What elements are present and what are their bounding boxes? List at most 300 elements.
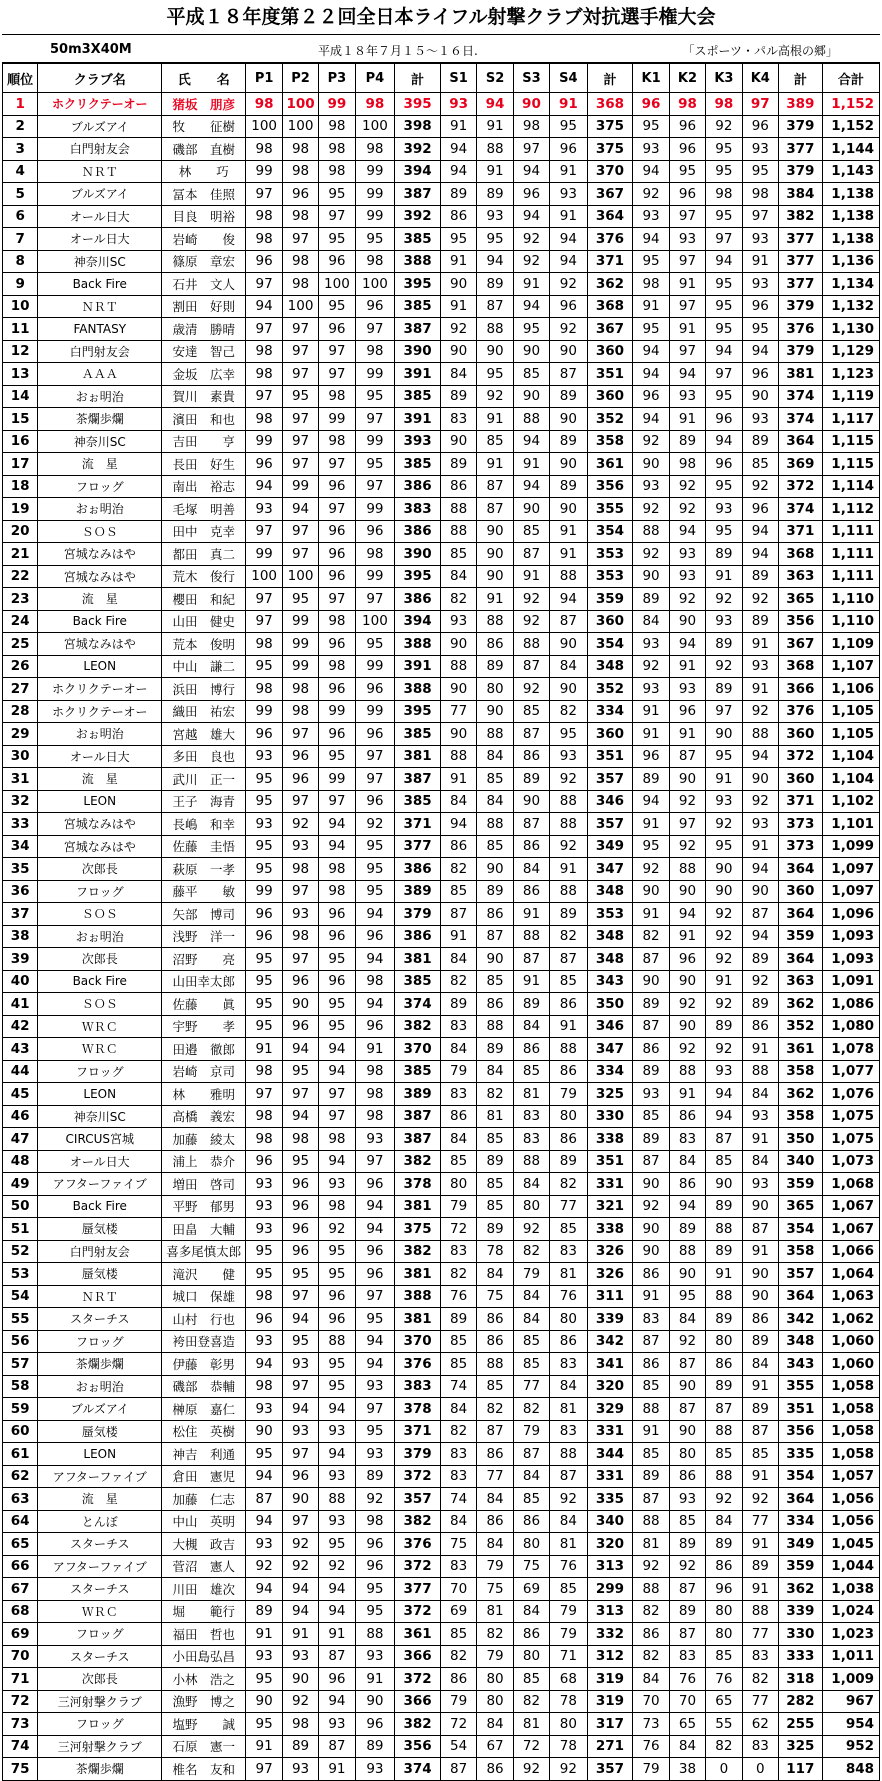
standing-total-cell: 348 — [587, 948, 633, 971]
p2-cell: 95 — [282, 588, 318, 611]
p4-cell: 99 — [355, 498, 395, 521]
s2-cell: 89 — [477, 1150, 513, 1173]
s3-cell: 92 — [513, 588, 549, 611]
club-cell: アフターファイブ — [38, 1555, 162, 1578]
name-cell: 賀川 素貴 — [162, 385, 246, 408]
standing-total-cell: 352 — [587, 408, 633, 431]
s4-cell: 91 — [550, 858, 587, 881]
s4-cell: 91 — [550, 205, 587, 228]
prone-total-cell: 374 — [395, 993, 441, 1016]
table-row — [3, 475, 880, 498]
p4-cell: 94 — [355, 1353, 395, 1376]
k1-cell: 70 — [633, 1690, 669, 1713]
k3-cell: 90 — [706, 880, 742, 903]
p1-cell: 96 — [246, 723, 282, 746]
k3-cell: 95 — [706, 475, 742, 498]
table-row — [3, 498, 880, 521]
p2-cell: 94 — [282, 1038, 318, 1061]
k4-cell: 88 — [742, 1600, 778, 1623]
rank-cell: 11 — [3, 318, 38, 341]
kneeling-total-cell: 330 — [778, 1623, 822, 1646]
k1-cell: 88 — [633, 1578, 669, 1601]
k4-cell: 91 — [742, 1375, 778, 1398]
s3-cell: 90 — [513, 790, 549, 813]
p4-cell: 97 — [355, 1285, 395, 1308]
grand-total-cell: 1,138 — [822, 205, 879, 228]
k4-cell: 96 — [742, 363, 778, 386]
s1-cell: 82 — [440, 1420, 476, 1443]
p1-cell: 97 — [246, 385, 282, 408]
s2-cell: 91 — [477, 588, 513, 611]
grand-total-cell: 1,067 — [822, 1195, 879, 1218]
kneeling-total-cell: 357 — [778, 1263, 822, 1286]
k2-cell: 98 — [669, 93, 705, 116]
grand-total-cell: 1,110 — [822, 610, 879, 633]
club-cell: 蜃気楼 — [38, 1218, 162, 1241]
k1-cell: 86 — [633, 1353, 669, 1376]
s2-cell: 85 — [477, 835, 513, 858]
p2-cell: 94 — [282, 1578, 318, 1601]
k1-cell: 98 — [633, 273, 669, 296]
k3-cell: 89 — [706, 1375, 742, 1398]
p3-cell: 96 — [319, 903, 355, 926]
kneeling-total-cell: 367 — [778, 633, 822, 656]
p2-cell: 96 — [282, 1173, 318, 1196]
table-row — [3, 1353, 880, 1376]
prone-total-cell: 379 — [395, 1443, 441, 1466]
p3-cell: 94 — [319, 1600, 355, 1623]
grand-total-cell: 1,044 — [822, 1555, 879, 1578]
k2-cell: 97 — [669, 205, 705, 228]
s4-cell: 88 — [550, 1038, 587, 1061]
rank-cell: 56 — [3, 1330, 38, 1353]
k2-cell: 87 — [669, 1578, 705, 1601]
kneeling-total-cell: 372 — [778, 475, 822, 498]
k2-cell: 90 — [669, 1015, 705, 1038]
p2-cell: 96 — [282, 1465, 318, 1488]
prone-total-cell: 391 — [395, 408, 441, 431]
name-cell: 金坂 広幸 — [162, 363, 246, 386]
k1-cell: 87 — [633, 948, 669, 971]
p1-cell: 100 — [246, 565, 282, 588]
p4-cell: 100 — [355, 273, 395, 296]
k1-cell: 92 — [633, 1195, 669, 1218]
grand-total-cell: 1,058 — [822, 1398, 879, 1421]
club-cell: おぉ明治 — [38, 723, 162, 746]
grand-total-cell: 1,101 — [822, 813, 879, 836]
p3-cell: 93 — [319, 1465, 355, 1488]
k2-cell: 89 — [669, 1218, 705, 1241]
grand-total-cell: 1,011 — [822, 1645, 879, 1668]
k4-cell: 94 — [742, 543, 778, 566]
k1-cell: 83 — [633, 1308, 669, 1331]
k2-cell: 90 — [669, 768, 705, 791]
standing-total-cell: 334 — [587, 1060, 633, 1083]
grand-total-cell: 1,096 — [822, 903, 879, 926]
s3-cell: 91 — [513, 903, 549, 926]
s1-cell: 95 — [440, 228, 476, 251]
p3-cell: 95 — [319, 993, 355, 1016]
s4-cell: 83 — [550, 1240, 587, 1263]
name-cell: 喜多尾慎太郎 — [162, 1240, 246, 1263]
k1-cell: 87 — [633, 1488, 669, 1511]
p2-cell: 98 — [282, 160, 318, 183]
k2-cell: 89 — [669, 430, 705, 453]
k2-cell: 92 — [669, 1330, 705, 1353]
s2-cell: 93 — [477, 205, 513, 228]
s1-cell: 87 — [440, 903, 476, 926]
p1-cell: 95 — [246, 858, 282, 881]
rank-cell: 36 — [3, 880, 38, 903]
table-row — [3, 1668, 880, 1691]
rank-cell: 69 — [3, 1623, 38, 1646]
table-row — [3, 318, 880, 341]
column-header: S3 — [513, 64, 549, 93]
p4-cell: 97 — [355, 475, 395, 498]
kneeling-total-cell: 349 — [778, 1533, 822, 1556]
rank-cell: 9 — [3, 273, 38, 296]
club-cell: 宮城なみはや — [38, 633, 162, 656]
k2-cell: 65 — [669, 1713, 705, 1736]
p4-cell: 100 — [355, 115, 395, 138]
s3-cell: 83 — [513, 1128, 549, 1151]
rank-cell: 31 — [3, 768, 38, 791]
p3-cell: 97 — [319, 363, 355, 386]
kneeling-total-cell: 372 — [778, 745, 822, 768]
s2-cell: 90 — [477, 700, 513, 723]
p1-cell: 99 — [246, 700, 282, 723]
header-row — [3, 64, 880, 93]
grand-total-cell: 1,132 — [822, 295, 879, 318]
name-cell: 平野 郁男 — [162, 1195, 246, 1218]
grand-total-cell: 1,111 — [822, 565, 879, 588]
kneeling-total-cell: 364 — [778, 858, 822, 881]
s4-cell: 90 — [550, 340, 587, 363]
name-cell: 川田 雄次 — [162, 1578, 246, 1601]
s4-cell: 87 — [550, 948, 587, 971]
club-cell: スターチス — [38, 1645, 162, 1668]
p2-cell: 93 — [282, 1645, 318, 1668]
grand-total-cell: 1,136 — [822, 250, 879, 273]
p2-cell: 100 — [282, 115, 318, 138]
s4-cell: 81 — [550, 1533, 587, 1556]
prone-total-cell: 386 — [395, 520, 441, 543]
p3-cell: 96 — [319, 970, 355, 993]
table-row — [3, 1690, 880, 1713]
name-cell: 滝沢 健 — [162, 1263, 246, 1286]
rank-cell: 8 — [3, 250, 38, 273]
k1-cell: 88 — [633, 1398, 669, 1421]
s3-cell: 85 — [513, 363, 549, 386]
k1-cell: 90 — [633, 565, 669, 588]
p1-cell: 94 — [246, 1578, 282, 1601]
k4-cell: 94 — [742, 340, 778, 363]
p2-cell: 98 — [282, 1713, 318, 1736]
k4-cell: 94 — [742, 520, 778, 543]
prone-total-cell: 381 — [395, 745, 441, 768]
club-cell: フロッグ — [38, 1330, 162, 1353]
rank-cell: 7 — [3, 228, 38, 251]
s4-cell: 88 — [550, 790, 587, 813]
standing-total-cell: 364 — [587, 205, 633, 228]
name-cell: 牧 征樹 — [162, 115, 246, 138]
s3-cell: 89 — [513, 768, 549, 791]
s1-cell: 74 — [440, 1488, 476, 1511]
k4-cell: 90 — [742, 768, 778, 791]
s3-cell: 82 — [513, 1690, 549, 1713]
table-row — [3, 183, 880, 206]
k2-cell: 89 — [669, 1600, 705, 1623]
s3-cell: 90 — [513, 498, 549, 521]
standing-total-cell: 331 — [587, 1173, 633, 1196]
prone-total-cell: 378 — [395, 1398, 441, 1421]
name-cell: 藤平 敏 — [162, 880, 246, 903]
k2-cell: 91 — [669, 408, 705, 431]
s4-cell: 89 — [550, 903, 587, 926]
kneeling-total-cell: 117 — [778, 1758, 822, 1781]
k1-cell: 96 — [633, 93, 669, 116]
p1-cell: 98 — [246, 408, 282, 431]
p4-cell: 97 — [355, 768, 395, 791]
k4-cell: 94 — [742, 858, 778, 881]
table-row — [3, 520, 880, 543]
k1-cell: 92 — [633, 498, 669, 521]
club-cell: ＷＲＣ — [38, 1600, 162, 1623]
s2-cell: 87 — [477, 1420, 513, 1443]
k4-cell: 96 — [742, 498, 778, 521]
k4-cell: 84 — [742, 1083, 778, 1106]
p1-cell: 98 — [246, 138, 282, 161]
s2-cell: 77 — [477, 1465, 513, 1488]
s3-cell: 80 — [513, 1533, 549, 1556]
name-cell: 都田 真二 — [162, 543, 246, 566]
p3-cell: 96 — [319, 543, 355, 566]
s4-cell: 76 — [550, 1555, 587, 1578]
grand-total-cell: 1,076 — [822, 1083, 879, 1106]
k2-cell: 96 — [669, 700, 705, 723]
s1-cell: 82 — [440, 588, 476, 611]
s1-cell: 90 — [440, 340, 476, 363]
name-cell: 宇野 孝 — [162, 1015, 246, 1038]
p1-cell: 98 — [246, 93, 282, 116]
standing-total-cell: 370 — [587, 160, 633, 183]
k3-cell: 85 — [706, 1443, 742, 1466]
k4-cell: 91 — [742, 633, 778, 656]
rank-cell: 64 — [3, 1510, 38, 1533]
name-cell: 漁野 博之 — [162, 1690, 246, 1713]
table-row — [3, 1510, 880, 1533]
k4-cell: 89 — [742, 610, 778, 633]
rank-cell: 5 — [3, 183, 38, 206]
s2-cell: 90 — [477, 948, 513, 971]
kneeling-total-cell: 366 — [778, 678, 822, 701]
k4-cell: 88 — [742, 1060, 778, 1083]
column-header: K2 — [669, 64, 705, 93]
p3-cell: 95 — [319, 1015, 355, 1038]
p2-cell: 96 — [282, 745, 318, 768]
name-cell: 田邉 徹郎 — [162, 1038, 246, 1061]
p1-cell: 90 — [246, 1420, 282, 1443]
club-cell: 茶爛歩爛 — [38, 408, 162, 431]
p2-cell: 98 — [282, 700, 318, 723]
kneeling-total-cell: 359 — [778, 1173, 822, 1196]
p2-cell: 94 — [282, 498, 318, 521]
grand-total-cell: 1,080 — [822, 1015, 879, 1038]
s1-cell: 84 — [440, 363, 476, 386]
name-cell: 沼野 亮 — [162, 948, 246, 971]
grand-total-cell: 967 — [822, 1690, 879, 1713]
s4-cell: 96 — [550, 138, 587, 161]
s1-cell: 54 — [440, 1735, 476, 1758]
p4-cell: 96 — [355, 678, 395, 701]
p2-cell: 96 — [282, 183, 318, 206]
s3-cell: 72 — [513, 1735, 549, 1758]
k4-cell: 90 — [742, 1263, 778, 1286]
p2-cell: 95 — [282, 1060, 318, 1083]
rank-cell: 10 — [3, 295, 38, 318]
s3-cell: 83 — [513, 1105, 549, 1128]
column-header: K4 — [742, 64, 778, 93]
k1-cell: 89 — [633, 588, 669, 611]
s4-cell: 90 — [550, 633, 587, 656]
table-row — [3, 925, 880, 948]
grand-total-cell: 1,075 — [822, 1105, 879, 1128]
s1-cell: 82 — [440, 970, 476, 993]
k3-cell: 85 — [706, 1645, 742, 1668]
prone-total-cell: 383 — [395, 1375, 441, 1398]
k3-cell: 91 — [706, 970, 742, 993]
s4-cell: 84 — [550, 655, 587, 678]
p1-cell: 91 — [246, 1038, 282, 1061]
s4-cell: 79 — [550, 1083, 587, 1106]
grand-total-cell: 1,134 — [822, 273, 879, 296]
k3-cell: 95 — [706, 318, 742, 341]
grand-total-cell: 1,099 — [822, 835, 879, 858]
s1-cell: 79 — [440, 1060, 476, 1083]
p2-cell: 97 — [282, 340, 318, 363]
kneeling-total-cell: 255 — [778, 1713, 822, 1736]
s4-cell: 92 — [550, 835, 587, 858]
prone-total-cell: 389 — [395, 880, 441, 903]
k2-cell: 92 — [669, 1555, 705, 1578]
k2-cell: 94 — [669, 1195, 705, 1218]
s2-cell: 89 — [477, 183, 513, 206]
s2-cell: 84 — [477, 1263, 513, 1286]
prone-total-cell: 356 — [395, 1735, 441, 1758]
k3-cell: 91 — [706, 1263, 742, 1286]
rank-cell: 39 — [3, 948, 38, 971]
s1-cell: 86 — [440, 475, 476, 498]
p2-cell: 97 — [282, 408, 318, 431]
k2-cell: 97 — [669, 340, 705, 363]
s4-cell: 84 — [550, 1510, 587, 1533]
k4-cell: 77 — [742, 1510, 778, 1533]
p4-cell: 95 — [355, 1600, 395, 1623]
k3-cell: 89 — [706, 1195, 742, 1218]
column-header: 順位 — [3, 64, 38, 93]
p3-cell: 93 — [319, 1713, 355, 1736]
column-header: S4 — [550, 64, 587, 93]
table-row — [3, 1578, 880, 1601]
s4-cell: 82 — [550, 700, 587, 723]
k4-cell: 84 — [742, 1150, 778, 1173]
s2-cell: 87 — [477, 295, 513, 318]
club-cell: オール日大 — [38, 205, 162, 228]
club-cell: 神奈川SC — [38, 430, 162, 453]
k4-cell: 89 — [742, 993, 778, 1016]
kneeling-total-cell: 379 — [778, 340, 822, 363]
rank-cell: 45 — [3, 1083, 38, 1106]
grand-total-cell: 1,105 — [822, 723, 879, 746]
club-cell: 次郎長 — [38, 948, 162, 971]
s2-cell: 89 — [477, 1218, 513, 1241]
k2-cell: 93 — [669, 228, 705, 251]
s3-cell: 75 — [513, 1555, 549, 1578]
grand-total-cell: 1,060 — [822, 1353, 879, 1376]
p3-cell: 98 — [319, 1195, 355, 1218]
table-row — [3, 1375, 880, 1398]
k1-cell: 95 — [633, 318, 669, 341]
club-cell: フロッグ — [38, 1713, 162, 1736]
standing-total-cell: 349 — [587, 835, 633, 858]
table-row — [3, 790, 880, 813]
p1-cell: 93 — [246, 1173, 282, 1196]
k1-cell: 91 — [633, 723, 669, 746]
table-row — [3, 453, 880, 476]
s3-cell: 85 — [513, 1668, 549, 1691]
kneeling-total-cell: 318 — [778, 1668, 822, 1691]
p4-cell: 95 — [355, 1420, 395, 1443]
p4-cell: 99 — [355, 700, 395, 723]
p4-cell: 92 — [355, 1488, 395, 1511]
prone-total-cell: 371 — [395, 1420, 441, 1443]
prone-total-cell: 357 — [395, 1488, 441, 1511]
prone-total-cell: 386 — [395, 588, 441, 611]
standing-total-cell: 346 — [587, 1015, 633, 1038]
kneeling-total-cell: 374 — [778, 498, 822, 521]
standing-total-cell: 368 — [587, 93, 633, 116]
k4-cell: 91 — [742, 678, 778, 701]
standing-total-cell: 348 — [587, 880, 633, 903]
column-header: 氏 名 — [162, 64, 246, 93]
club-cell: ＳＯＳ — [38, 520, 162, 543]
k4-cell: 88 — [742, 723, 778, 746]
k2-cell: 88 — [669, 1060, 705, 1083]
rank-cell: 30 — [3, 745, 38, 768]
rank-cell: 4 — [3, 160, 38, 183]
s1-cell: 90 — [440, 633, 476, 656]
table-row — [3, 430, 880, 453]
name-cell: 南出 裕志 — [162, 475, 246, 498]
k2-cell: 95 — [669, 1285, 705, 1308]
s3-cell: 90 — [513, 340, 549, 363]
rank-cell: 59 — [3, 1398, 38, 1421]
p4-cell: 99 — [355, 205, 395, 228]
k1-cell: 76 — [633, 1735, 669, 1758]
grand-total-cell: 1,024 — [822, 1600, 879, 1623]
rank-cell: 42 — [3, 1015, 38, 1038]
k1-cell: 91 — [633, 1420, 669, 1443]
p2-cell: 96 — [282, 1015, 318, 1038]
rank-cell: 24 — [3, 610, 38, 633]
p4-cell: 98 — [355, 1510, 395, 1533]
table-row — [3, 1038, 880, 1061]
s4-cell: 93 — [550, 183, 587, 206]
standing-total-cell: 367 — [587, 318, 633, 341]
p4-cell: 99 — [355, 655, 395, 678]
s4-cell: 85 — [550, 970, 587, 993]
k1-cell: 93 — [633, 1083, 669, 1106]
